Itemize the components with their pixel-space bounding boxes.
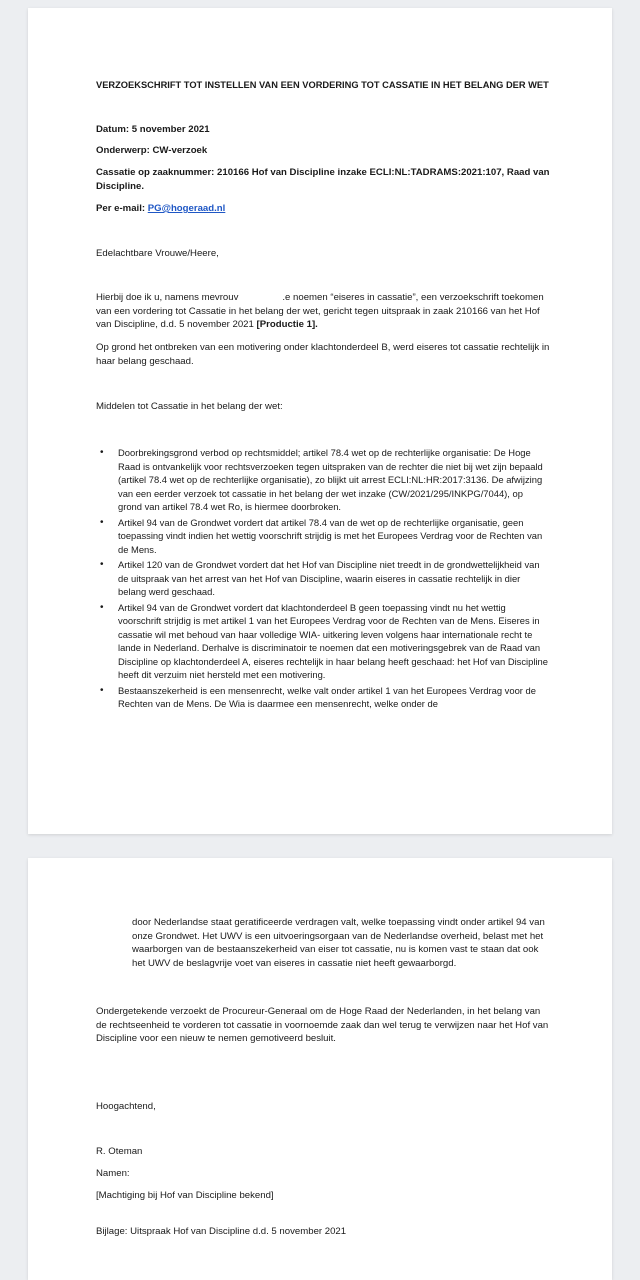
document-title: VERZOEKSCHRIFT TOT INSTELLEN VAN EEN VORDERING TOT CASSATIE IN HET BELANG DER WET	[96, 80, 549, 90]
intro-text-rest: .e noemen “eiseres in cassatie”, een verzoekschrift toekomen van een vordering tot Cassatie in het belang der wet, gericht tegen uitspraak in zaak 210166 van het Hof van Discipline, d.d. 5 november 2021	[96, 292, 544, 330]
email-link[interactable]: PG@hogeraad.nl	[147, 203, 226, 214]
signatory-name: R. Oteman	[96, 1146, 143, 1157]
salutation: Edelachtbare Vrouwe/Heere,	[96, 248, 219, 259]
list-item: • Bestaanszekerheid is een mensenrecht, welke valt onder artikel 1 van het Europees Verdrag voor de Rechten van de Mens. De Wia is daarmee een mensenrecht, welke onder de	[98, 684, 548, 711]
authorization-note: [Machtiging bij Hof van Discipline bekend]	[96, 1190, 274, 1201]
request-paragraph: Ondergetekende verzoekt de Procureur-Generaal om de Hoge Raad der Nederlanden, in het belang van de rechtseenheid te vorderen tot cassatie in voornoemde zaak dan wel terug te verwijzen naar het Hof van Discipline voor een nieuw te nemen gemotiveerd besluit.	[96, 1006, 549, 1044]
email-line	[96, 202, 566, 216]
closing-greeting: Hoogachtend,	[96, 1101, 156, 1112]
email-label: Per e-mail:	[96, 203, 148, 214]
continuation-paragraph: door Nederlandse staat geratificeerde verdragen valt, welke toepassing vindt onder artikel 94 van onze Grondwet. Het UWV is een uitvoeringsorgaan van de Nederlandse overheid, belast met het waarborgen van de bestaanszekerheid van eiser tot cassatie, nu is komen vast te staan dat ook het UWV de beslagvrije voet van eiseres in cassatie niet heeft gewaarborgd.	[132, 917, 545, 969]
document-page-1	[28, 8, 612, 834]
list-item: • Artikel 94 van de Grondwet vordert dat klachtonderdeel B geen toepassing vindt nu het wettig voorschrift strijdig is met artikel 1 van het Europees Verdrag voor de Rechten van de Mens. Eiseres in cassatie wil met behoud van haar volledige WIA- uitkering leven volgens haar internationale recht te lande in Nederland. Derhalve is discriminatoir te noemen dat een motiveringsgebrek van de Raad van Discipline op klachtonderdeel A, eiseres rechtelijk in haar belang heeft geschaad: het Hof van Discipline heeft dit verzuim niet hersteld met een motivering.	[98, 601, 548, 682]
list-item: • Artikel 94 van de Grondwet vordert dat artikel 78.4 van de wet op de rechterlijke organisatie, geen toepassing vindt indien het wettig voorschrift strijdig is met het Europees Verdrag voor de Rechten van de Mens.	[98, 516, 548, 557]
subject-line: Onderwerp: CW-verzoek	[96, 145, 208, 156]
intro-text-start: Hierbij doe ik u, namens mevrouv	[96, 292, 239, 303]
ground-paragraph: Op grond het ontbreken van een motivering onder klachtonderdeel B, werd eiseres tot cassatie rechtelijk in haar belang geschaad.	[96, 342, 550, 367]
document-page-2	[28, 858, 612, 1280]
list-item: • Doorbrekingsgrond verbod op rechtsmiddel; artikel 78.4 wet op de rechterlijke organisatie: De Hoge Raad is ontvankelijk voor rechtsverzoeken tegen uitspraken van de rechter die niet bij wet zijn bepaald (artikel 78.4 wet op de rechterlijke organisatie), zo blijkt uit arrest ECLI:NL:HR:2017:3136. De afwijzing van een eerder verzoek tot cassatie in het belang der wet inzake (CW/2021/295/INKPG/7044), op grond van artikel 78.4 wet Ro, is hiermee doorbroken.	[98, 446, 548, 514]
date-line: Datum: 5 november 2021	[96, 124, 210, 135]
names-label: Namen:	[96, 1168, 130, 1179]
production-reference: [Productie 1].	[256, 319, 318, 330]
intro-paragraph	[96, 291, 550, 332]
list-item: • Artikel 120 van de Grondwet vordert dat het Hof van Discipline niet treedt in de grondwettelijkheid van de uitspraak van het arrest van het Hof van Discipline, waarin eiseres in cassatie rechtelijk in dier belang werd geschaad.	[98, 558, 548, 599]
means-list	[98, 446, 548, 713]
means-heading: Middelen tot Cassatie in het belang der wet:	[96, 401, 283, 412]
case-line: Cassatie op zaaknummer: 210166 Hof van Discipline inzake ECLI:NL:TADRAMS:2021:107, Raad van Discipline.	[96, 167, 550, 192]
attachment-line: Bijlage: Uitspraak Hof van Discipline d.d. 5 november 2021	[96, 1226, 347, 1237]
